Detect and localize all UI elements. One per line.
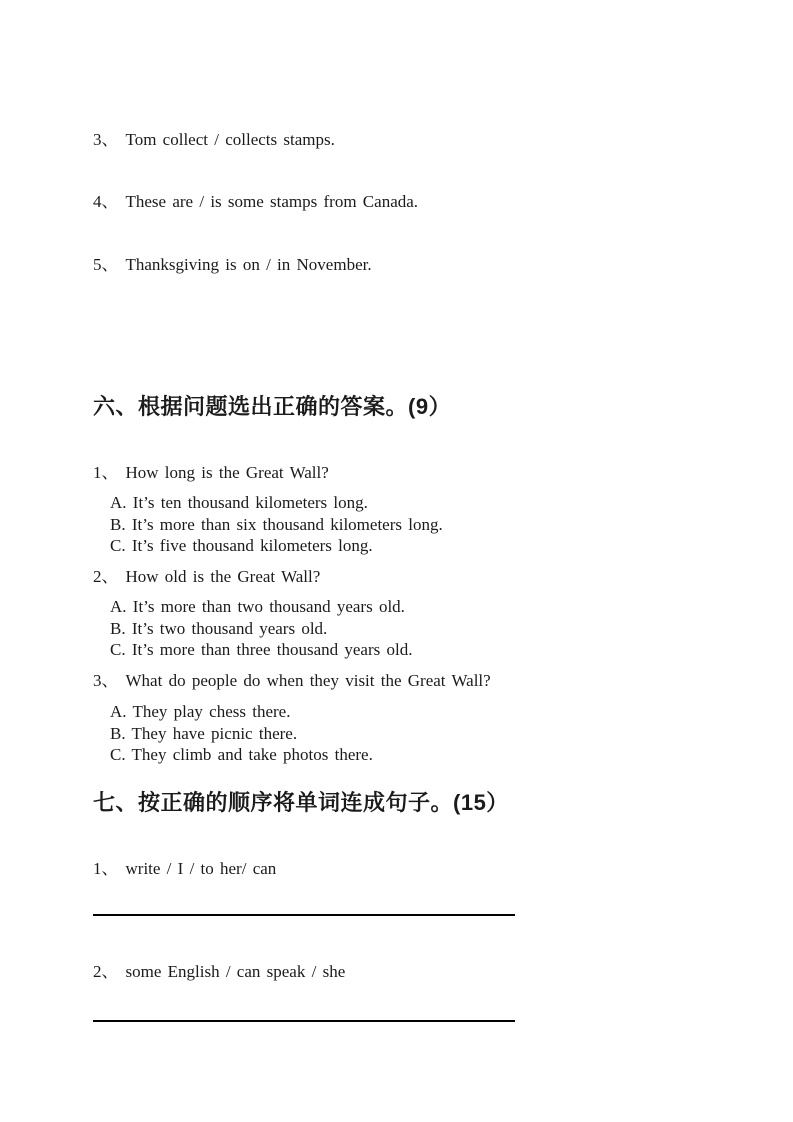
option: B. It’s more than six thousand kilometers long. xyxy=(110,514,443,534)
choose-item xyxy=(93,129,335,150)
options-list xyxy=(110,492,443,557)
item-text: write / I / to her/ can xyxy=(125,859,277,878)
choose-item xyxy=(93,191,418,212)
item-text: Tom collect / collects stamps. xyxy=(125,130,335,149)
question xyxy=(93,566,320,587)
section-six-heading: 六、根据问题选出正确的答案。(9） xyxy=(93,394,452,419)
option: A. They play chess there. xyxy=(110,702,291,721)
choose-item xyxy=(93,254,372,275)
question-text: How old is the Great Wall? xyxy=(125,567,321,586)
item-text: These are / is some stamps from Canada. xyxy=(125,192,419,211)
option: A. It’s more than two thousand years old. xyxy=(110,597,405,616)
section-seven-heading: 七、按正确的顺序将单词连成句子。(15） xyxy=(93,790,509,815)
option: B. They have picnic there. xyxy=(110,723,298,743)
question xyxy=(93,670,491,691)
question-number: 2、 xyxy=(93,567,119,586)
question-text: How long is the Great Wall? xyxy=(125,463,329,482)
question xyxy=(93,462,329,483)
word-order-item xyxy=(93,961,345,982)
answer-line[interactable] xyxy=(93,914,515,916)
options-list xyxy=(110,701,373,766)
word-order-item xyxy=(93,858,276,879)
options-list xyxy=(110,596,412,661)
option: C. It’s more than three thousand years old. xyxy=(110,640,413,659)
item-text: some English / can speak / she xyxy=(125,962,346,981)
item-number: 5、 xyxy=(93,255,119,274)
answer-line[interactable] xyxy=(93,1020,515,1022)
item-number: 3、 xyxy=(93,130,119,149)
option: C. They climb and take photos there. xyxy=(110,745,373,764)
option: B. It’s two thousand years old. xyxy=(110,618,328,638)
item-number: 1、 xyxy=(93,859,119,878)
option: C. It’s five thousand kilometers long. xyxy=(110,536,373,555)
question-text: What do people do when they visit the Great Wall? xyxy=(125,671,491,690)
item-text: Thanksgiving is on / in November. xyxy=(125,255,372,274)
item-number: 2、 xyxy=(93,962,119,981)
item-number: 4、 xyxy=(93,192,119,211)
question-number: 3、 xyxy=(93,671,119,690)
option: A. It’s ten thousand kilometers long. xyxy=(110,493,368,512)
question-number: 1、 xyxy=(93,463,119,482)
